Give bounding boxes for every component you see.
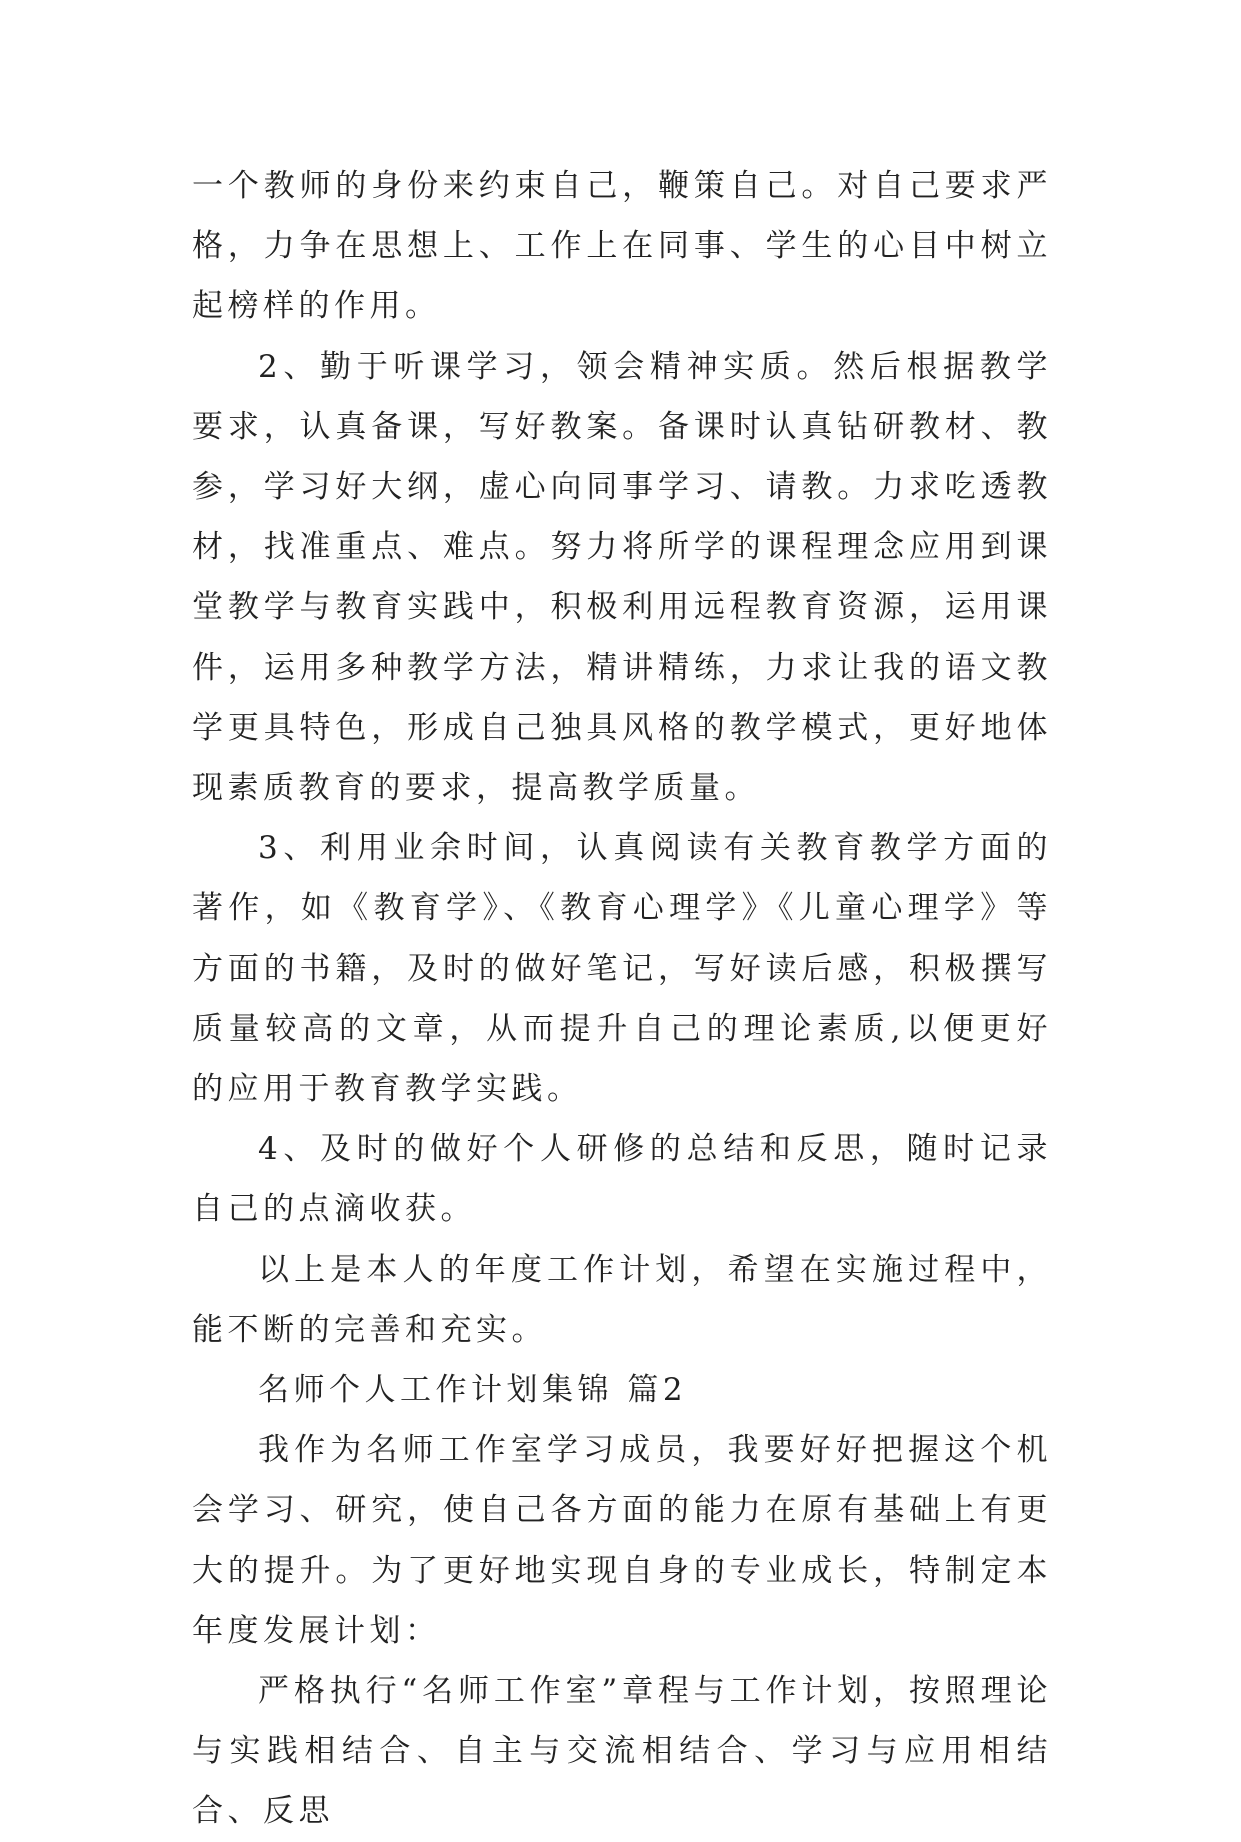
- paragraph-6: 我作为名师工作室学习成员，我要好好把握这个机会学习、研究，使自己各方面的能力在原有基础上有更大的提升。为了更好地实现自身的专业成长，特制定本年度发展计划：: [192, 1432, 1052, 1649]
- paragraph-4: 4、及时的做好个人研修的总结和反思，随时记录自己的点滴收获。: [192, 1131, 1052, 1228]
- paragraph-2: 2、勤于听课学习，领会精神实质。然后根据教学要求，认真备课，写好教案。备课时认真钻研教材、教参，学习好大纲，虚心向同事学习、请教。力求吃透教材，找准重点、难点。努力将所学的课程理念应用到课堂教学与教育实践中，积极利用远程教育资源，运用课件，运用多种教学方法，精讲精练，力求让我的语文教学更具特色，形成自己独具风格的教学模式，更好地体现素质教育的要求，提高教学质量。: [192, 348, 1052, 807]
- paragraph-1: 一个教师的身份来约束自己，鞭策自己。对自己要求严格，力争在思想上、工作上在同事、学生的心目中树立起榜样的作用。: [192, 168, 1052, 325]
- paragraph-5: 以上是本人的年度工作计划，希望在实施过程中，能不断的完善和充实。: [192, 1251, 1052, 1348]
- document-body: [192, 156, 1052, 1842]
- section-heading: 名师个人工作计划集锦 篇2: [258, 1372, 688, 1409]
- paragraph-3: 3、利用业余时间，认真阅读有关教育教学方面的著作，如《教育学》、《教育心理学》《儿童心理学》等方面的书籍，及时的做好笔记，写好读后感，积极撰写质量较高的文章，从而提升自己的理论素质,以便更好的应用于教育教学实践。: [192, 830, 1052, 1108]
- paragraph-7: 严格执行“名师工作室”章程与工作计划，按照理论与实践相结合、自主与交流相结合、学习与应用相结合、反思: [192, 1673, 1052, 1830]
